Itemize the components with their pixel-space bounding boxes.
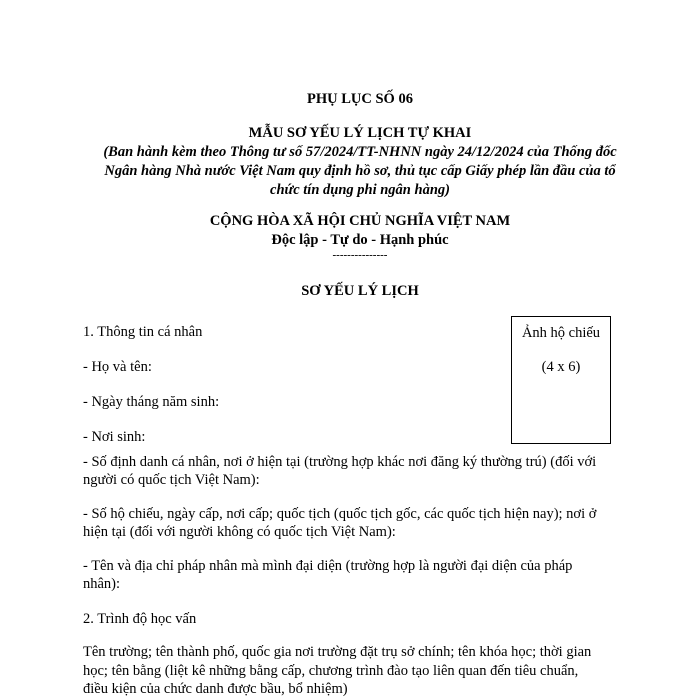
issued-note-line-1: (Ban hành kèm theo Thông tư số 57/2024/TT-NHNN ngày 24/12/2024 của Thống đốc xyxy=(103,144,617,160)
form-title: MẪU SƠ YẾU LÝ LỊCH TỰ KHAI xyxy=(248,125,472,141)
full-name-field: - Họ và tên: xyxy=(83,359,152,375)
id-number-line-1: - Số định danh cá nhân, nơi ở hiện tại (trường hợp khác nơi đăng ký thường trú) (đối với xyxy=(83,454,597,470)
education-heading: 2. Trình độ học vấn xyxy=(83,611,197,627)
birth-place-field: - Nơi sinh: xyxy=(83,429,146,445)
document-title: SƠ YẾU LÝ LỊCH xyxy=(301,283,419,299)
motto: Độc lập - Tự do - Hạnh phúc xyxy=(271,232,449,248)
education-line-3: điều kiện của chức danh được bầu, bổ nhiệm) xyxy=(83,681,348,697)
personal-info-heading: 1. Thông tin cá nhân xyxy=(83,324,203,340)
passport-line-1: - Số hộ chiếu, ngày cấp, nơi cấp; quốc tịch (quốc tịch gốc, các quốc tịch hiện nay); nơi ở xyxy=(83,506,597,522)
education-line-1: Tên trường; tên thành phố, quốc gia nơi trường đặt trụ sở chính; tên khóa học; thời gian xyxy=(83,644,592,660)
birth-date-field: - Ngày tháng năm sinh: xyxy=(83,394,220,410)
photo-label: Ảnh hộ chiếu xyxy=(521,325,601,341)
appendix-label: PHỤ LỤC SỐ 06 xyxy=(307,91,413,107)
entity-line-2: nhân): xyxy=(83,576,121,592)
id-number-line-2: người có quốc tịch Việt Nam): xyxy=(83,472,260,488)
nation-title: CỘNG HÒA XÃ HỘI CHỦ NGHĨA VIỆT NAM xyxy=(209,213,511,229)
separator: --------------- xyxy=(332,249,388,261)
passport-photo-box xyxy=(511,316,611,444)
passport-line-2: hiện tại (đối với người không có quốc tịch Việt Nam): xyxy=(83,524,396,540)
issued-note-line-2: Ngân hàng Nhà nước Việt Nam quy định hồ sơ, thủ tục cấp Giấy phép lần đầu của tổ xyxy=(104,163,616,179)
education-line-2: học; tên bằng (liệt kê những bằng cấp, chương trình đào tạo liên quan đến tiêu chuẩn, xyxy=(83,663,579,679)
entity-line-1: - Tên và địa chỉ pháp nhân mà mình đại diện (trường hợp là người đại diện của pháp xyxy=(83,558,573,574)
issued-note-line-3: chức tín dụng phi ngân hàng) xyxy=(270,182,450,198)
photo-size: (4 x 6) xyxy=(541,359,581,375)
